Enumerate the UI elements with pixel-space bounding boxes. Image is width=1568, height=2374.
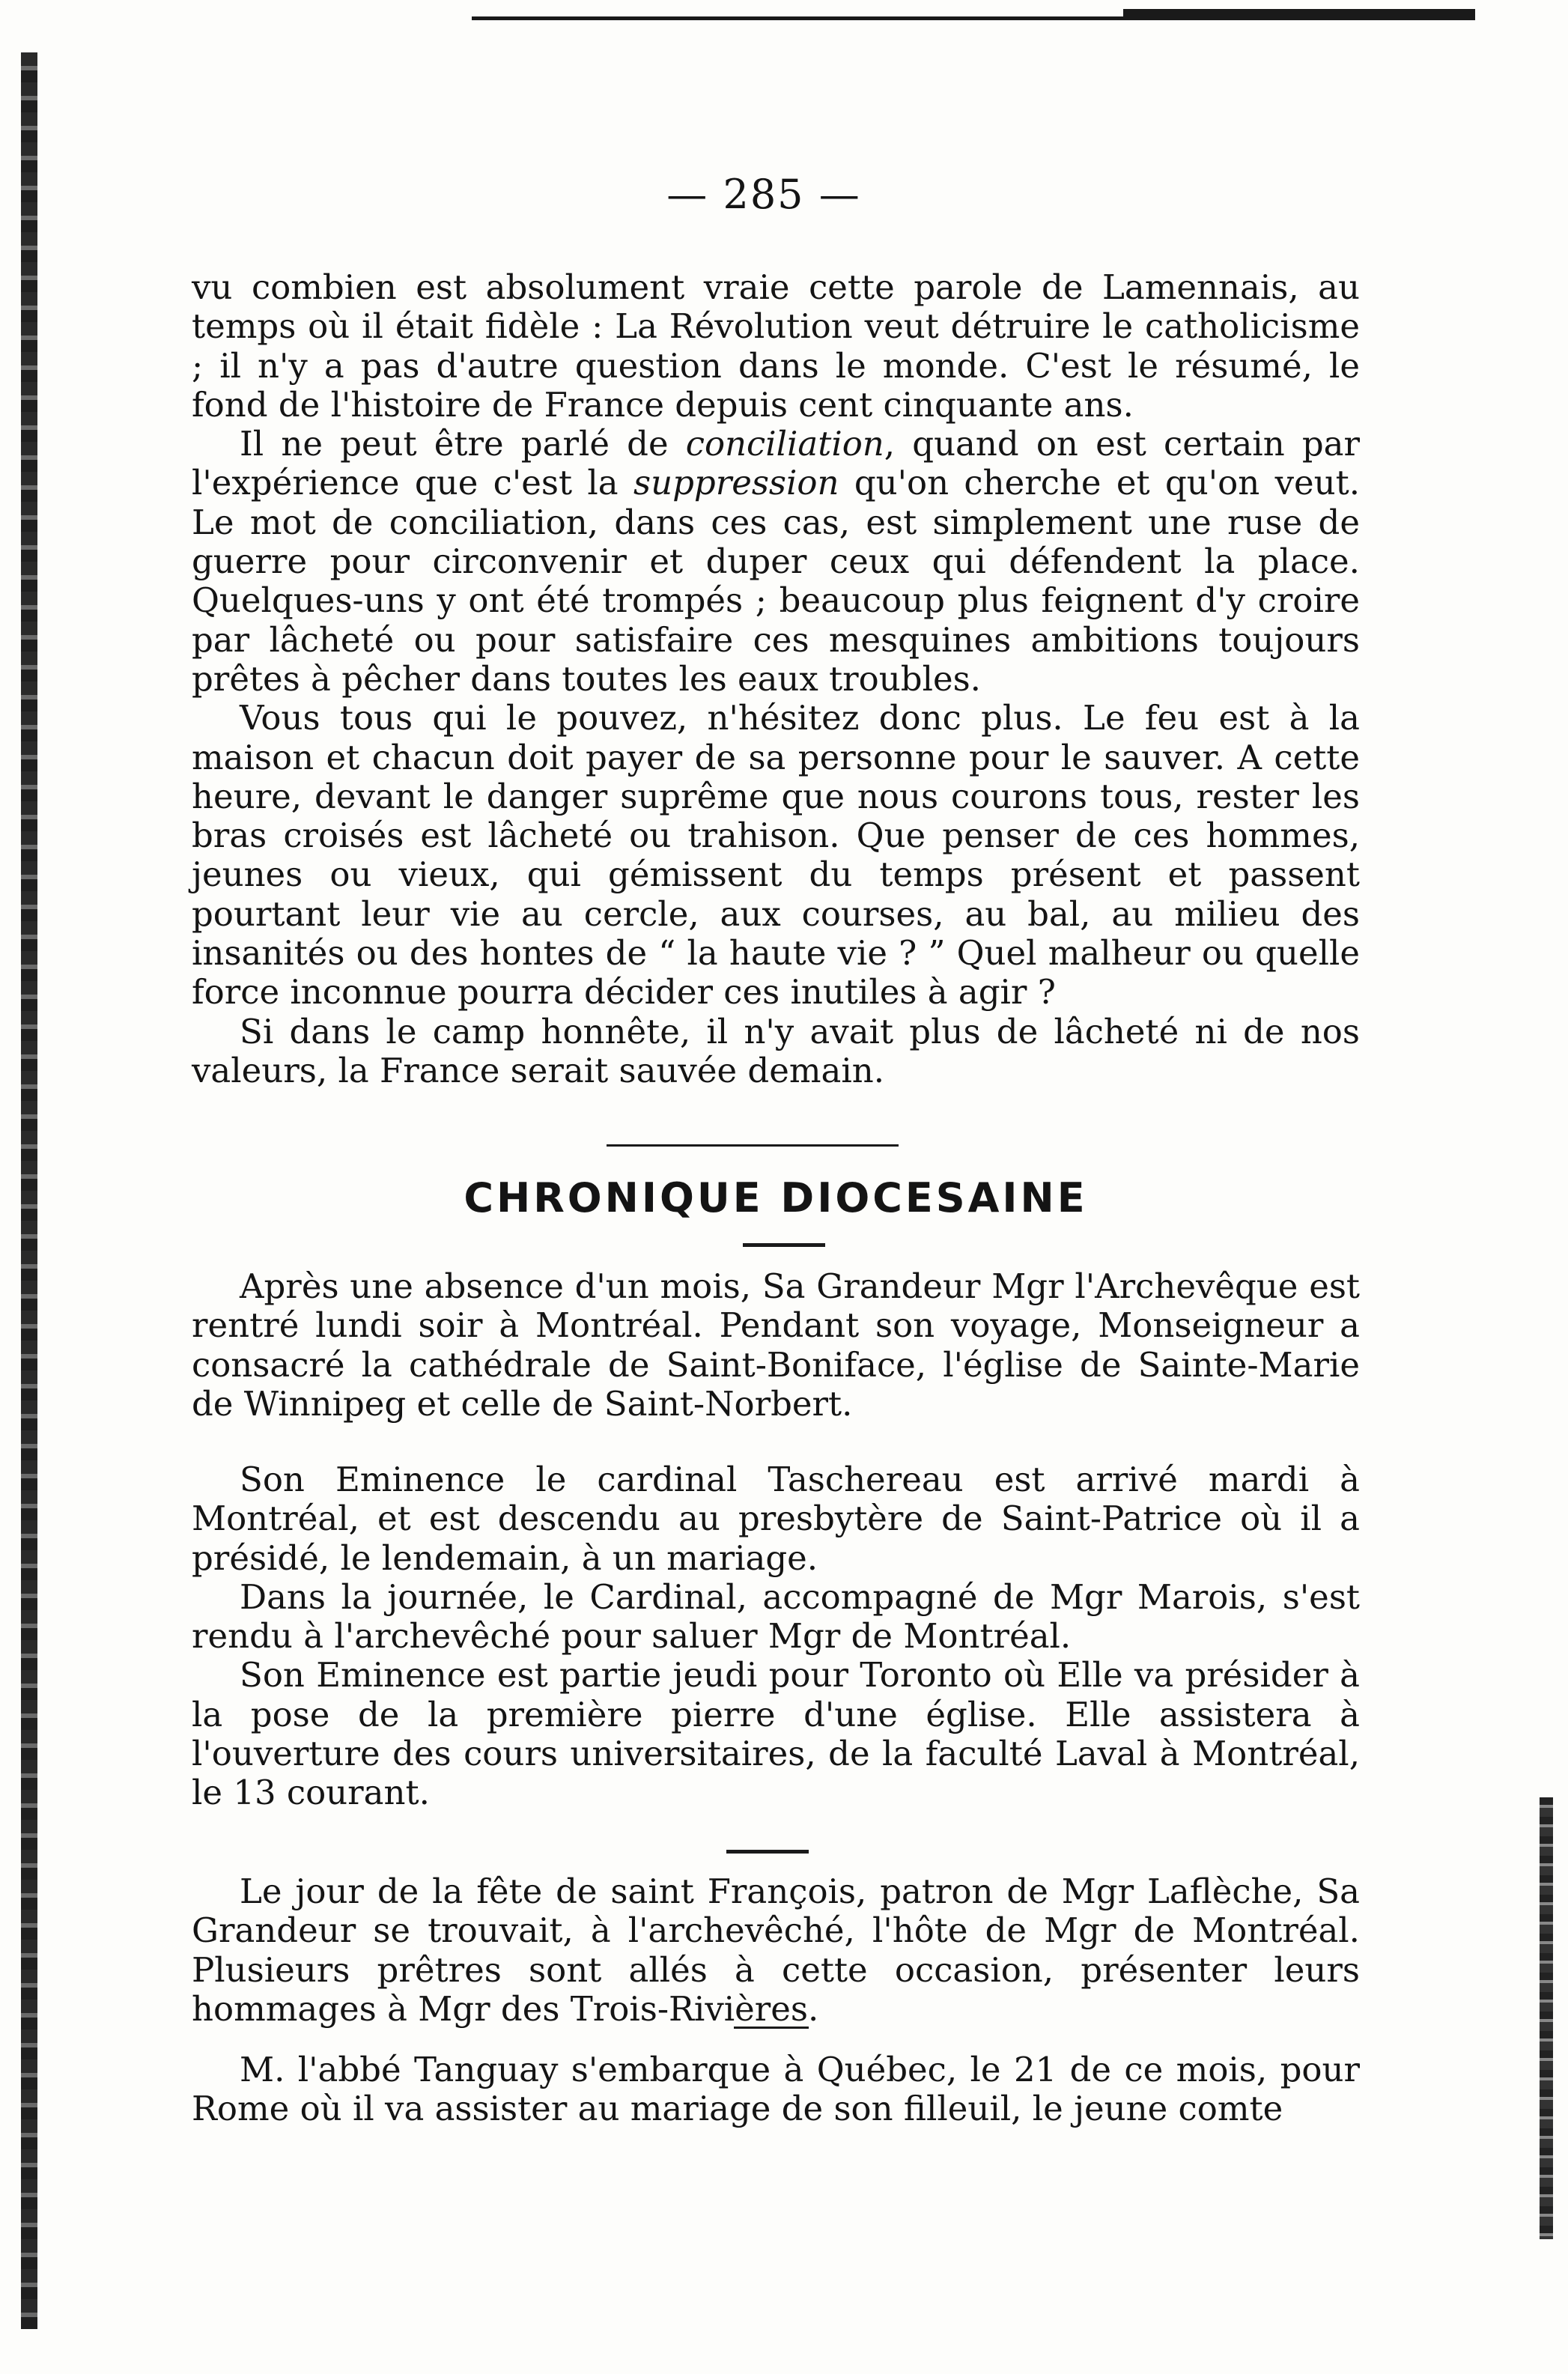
section-divider	[607, 1144, 899, 1147]
italic-term: conciliation	[685, 424, 884, 464]
binding-edge-left	[21, 52, 37, 2329]
paragraph: Vous tous qui le pouvez, n'hésitez donc plus. Le feu est à la maison et chacun doit payer de sa personne pour le sauver. A cette heure, devant le danger suprême que nous courons tous, rester les bras croisés est lâcheté ou trahison. Que penser de ces hommes, jeunes ou vieux, qui gémissent du temps présent et passent pourtant leur vie au cercle, aux courses, au bal, au milieu des insanités ou des hontes de “ la haute vie ? ” Quel malheur ou quelle force inconnue pourra décider ces inutiles à agir ?	[192, 698, 1360, 1013]
chronicle-item	[192, 1872, 1360, 2029]
top-rule	[472, 16, 1475, 20]
heading-underline	[743, 1243, 825, 1247]
paragraph: vu combien est absolument vraie cette parole de Lamennais, au temps où il était fidèle : La Révolution veut détruire le catholicisme ; il n'y a pas d'autre question dans le monde. C'est le résumé, le fond de l'histoire de France depuis cent cinquante ans.	[192, 267, 1360, 425]
paragraph: Si dans le camp honnête, il n'y avait plus de lâcheté ni de nos valeurs, la France serait sauvée demain.	[192, 1011, 1360, 1090]
section-heading: CHRONIQUE DIOCESAINE	[464, 1174, 1088, 1221]
chronicle-item	[192, 1267, 1360, 1424]
item-divider	[734, 2027, 809, 2029]
page-number: — 285 —	[666, 171, 861, 218]
item-divider	[726, 1850, 809, 1854]
italic-term: suppression	[633, 463, 839, 503]
paragraph: Dans la journée, le Cardinal, accompagné de Mgr Marois, s'est rendu à l'archevêché pour saluer Mgr de Montréal.	[192, 1576, 1360, 1657]
paragraph: Son Eminence le cardinal Taschereau est arrivé mardi à Montréal, et est descendu au presbytère de Saint-Patrice où il a présidé, le lendemain, à un mariage.	[192, 1460, 1360, 1578]
paragraph: Après une absence d'un mois, Sa Grandeur Mgr l'Archevêque est rentré lundi soir à Montréal. Pendant son voyage, Monseigneur a consacré la cathédrale de Saint-Boniface, l'église de Sainte-Marie de Winnipeg et celle de Saint-Norbert.	[192, 1266, 1360, 1424]
paragraph	[192, 425, 1360, 699]
paragraph: Son Eminence est partie jeudi pour Toronto où Elle va présider à la pose de la première pierre d'une église. Elle assistera à l'ouverture des cours universitaires, de la faculté Laval à Montréal, le 13 courant.	[192, 1655, 1360, 1813]
paragraph: Le jour de la fête de saint François, patron de Mgr Laflèche, Sa Grandeur se trouvait, à l'archevêché, l'hôte de Mgr de Montréal. Plusieurs prêtres sont allés à cette occasion, présenter leurs hommages à Mgr des Trois-Rivières.	[192, 1871, 1360, 2029]
paragraph: M. l'abbé Tanguay s'embarque à Québec, le 21 de ce mois, pour Rome où il va assister au mariage de son filleuil, le jeune comte	[192, 2050, 1360, 2129]
chronicle-item	[192, 2050, 1360, 2129]
chronicle-item	[192, 1460, 1360, 1813]
top-rule-thick	[1123, 9, 1475, 16]
text-run: qu'on cherche et qu'on veut. Le mot de conciliation, dans ces cas, est simplement une ruse de guerre pour circonvenir et duper ceux qui défendent la place. Quelques-uns y ont été trompés ; beaucoup plus feignent d'y croire par lâcheté ou pour satisfaire ces mesquines ambitions toujours prêtes à pêcher dans toutes les eaux troubles.	[192, 463, 1360, 699]
text-run: Il ne peut être parlé de	[240, 424, 686, 464]
article-continuation	[192, 268, 1360, 1090]
text-run: , quand on est certain par l'expérience que c'est la	[192, 424, 1360, 503]
binding-edge-right	[1540, 1797, 1553, 2239]
